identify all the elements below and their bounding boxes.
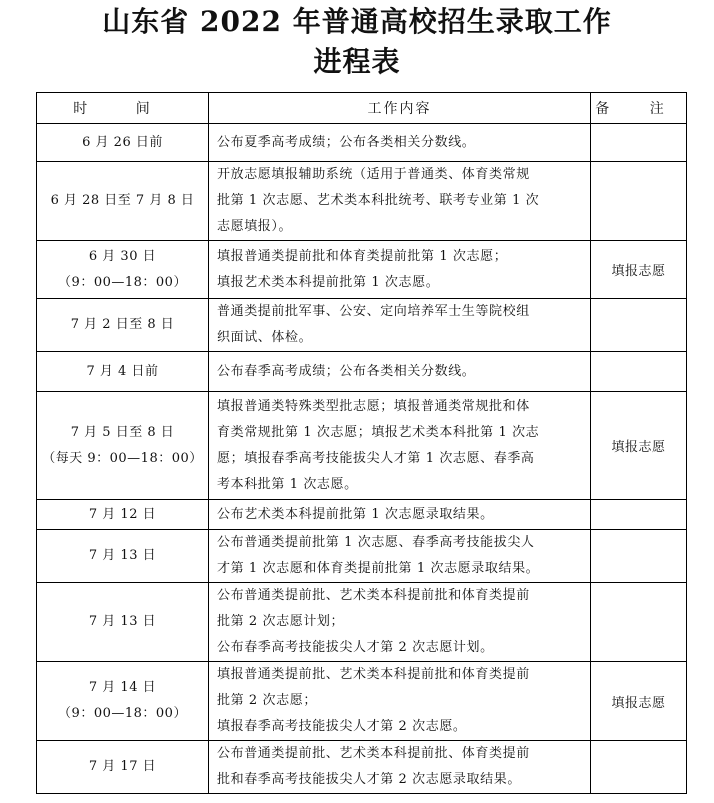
row-content-line: 才第 1 次志愿和体育类提前批第 1 次志愿录取结果。: [217, 561, 540, 576]
row-time: [37, 124, 209, 162]
header-note: 备 注: [591, 93, 687, 124]
row-content-line: 公布春季高考技能拔尖人才第 2 次志愿计划。: [217, 640, 494, 655]
row-note: [591, 583, 687, 662]
row-time-line: 7 月 17 日: [88, 759, 157, 774]
row-time-line: （9：00—18：00）: [58, 706, 187, 721]
row-time-line: 6 月 30 日: [88, 248, 157, 264]
row-content-line: 填报普通类提前批、艺术类本科提前批和体育类提前: [217, 667, 530, 682]
row-note: [591, 500, 687, 530]
row-content: [209, 241, 591, 299]
row-content-line: 公布普通类提前批、艺术类本科提前批、体育类提前: [217, 746, 530, 761]
row-time: [37, 392, 209, 500]
row-content: [209, 352, 591, 392]
row-content-line: 公布春季高考成绩；公布各类相关分数线。: [217, 363, 476, 379]
row-time: [37, 583, 209, 662]
row-content-line: 公布普通类提前批、艺术类本科提前批和体育类提前: [217, 588, 530, 603]
table-row: [37, 500, 687, 530]
row-content-line: 愿；填报春季高考技能拔尖人才第 1 次志愿、春季高: [217, 450, 535, 466]
table-body: [37, 124, 687, 794]
row-content-line: 普通类提前批军事、公安、定向培养军士生等院校组: [217, 304, 530, 319]
row-content-line: 填报春季高考技能拔尖人才第 2 次志愿。: [217, 719, 467, 734]
row-content: [209, 662, 591, 741]
table-row: [37, 352, 687, 392]
row-time-line: 7 月 14 日: [88, 680, 157, 695]
row-time: [37, 741, 209, 794]
row-content-line: 批第 2 次志愿；: [217, 693, 317, 708]
row-note: 填报志愿: [591, 241, 687, 299]
row-time: [37, 352, 209, 392]
row-time-line: 7 月 4 日前: [86, 363, 159, 379]
row-note: [591, 352, 687, 392]
row-content: [209, 530, 591, 583]
row-content-line: 开放志愿填报辅助系统（适用于普通类、体育类常规: [217, 167, 530, 182]
row-content: [209, 299, 591, 352]
row-time-line: 7 月 2 日至 8 日: [70, 317, 175, 332]
row-time: [37, 162, 209, 241]
row-content: [209, 162, 591, 241]
row-content: [209, 124, 591, 162]
row-content: [209, 741, 591, 794]
row-time-line: （每天 9：00—18：00）: [42, 450, 203, 466]
row-content-line: 育类常规批第 1 次志愿；填报艺术类本科批第 1 次志: [217, 424, 540, 440]
row-time: [37, 241, 209, 299]
table-row: [37, 241, 687, 299]
table-row: [37, 583, 687, 662]
document-title-line-1: 山东省 2022 年普通高校招生录取工作: [102, 5, 612, 38]
row-note: 填报志愿: [591, 662, 687, 741]
row-content: [209, 500, 591, 530]
row-note: 填报志愿: [591, 392, 687, 500]
row-content-line: 志愿填报）。: [217, 219, 293, 234]
table-row: [37, 662, 687, 741]
row-time: [37, 500, 209, 530]
row-note: [591, 530, 687, 583]
header-content: 工作内容: [209, 93, 591, 124]
table-row: [37, 162, 687, 241]
header-time: 时 间: [37, 93, 209, 124]
row-time-line: 7 月 13 日: [88, 548, 157, 563]
row-time: [37, 530, 209, 583]
row-content-line: 公布艺术类本科提前批第 1 次志愿录取结果。: [217, 506, 494, 522]
table-row: [37, 299, 687, 352]
row-content-line: 公布夏季高考成绩；公布各类相关分数线。: [217, 134, 476, 150]
row-note: [591, 741, 687, 794]
document-title-line-2: 进程表: [313, 45, 401, 78]
row-time-line: （9：00—18：00）: [58, 274, 187, 290]
row-time: [37, 662, 209, 741]
row-content-line: 填报艺术类本科提前批第 1 次志愿。: [217, 274, 440, 290]
table-row: [37, 392, 687, 500]
table-row: [37, 124, 687, 162]
table-row: [37, 741, 687, 794]
row-content: [209, 583, 591, 662]
row-time-line: 6 月 28 日至 7 月 8 日: [50, 193, 195, 208]
row-time-line: 6 月 26 日前: [82, 134, 163, 150]
row-content-line: 批第 1 次志愿、艺术类本科批统考、联考专业第 1 次: [217, 193, 540, 208]
row-note: [591, 299, 687, 352]
admission-schedule-table: [36, 92, 687, 794]
row-time-line: 7 月 5 日至 8 日: [70, 424, 175, 440]
row-content-line: 批第 2 次志愿计划；: [217, 614, 345, 629]
row-content-line: 填报普通类特殊类型批志愿；填报普通类常规批和体: [217, 398, 530, 414]
table-row: [37, 530, 687, 583]
row-time-line: 7 月 12 日: [88, 506, 157, 522]
row-content-line: 填报普通类提前批和体育类提前批第 1 次志愿；: [217, 248, 508, 264]
row-note: [591, 124, 687, 162]
table-header-row: [37, 93, 687, 124]
row-time: [37, 299, 209, 352]
row-content-line: 批和春季高考技能拔尖人才第 2 次志愿录取结果。: [217, 772, 521, 787]
row-time-line: 7 月 13 日: [88, 614, 157, 629]
row-note: [591, 162, 687, 241]
row-content-line: 公布普通类提前批第 1 次志愿、春季高考技能拔尖人: [217, 535, 535, 550]
row-content-line: 考本科批第 1 次志愿。: [217, 476, 358, 492]
row-content: [209, 392, 591, 500]
row-content-line: 织面试、体检。: [217, 330, 313, 345]
